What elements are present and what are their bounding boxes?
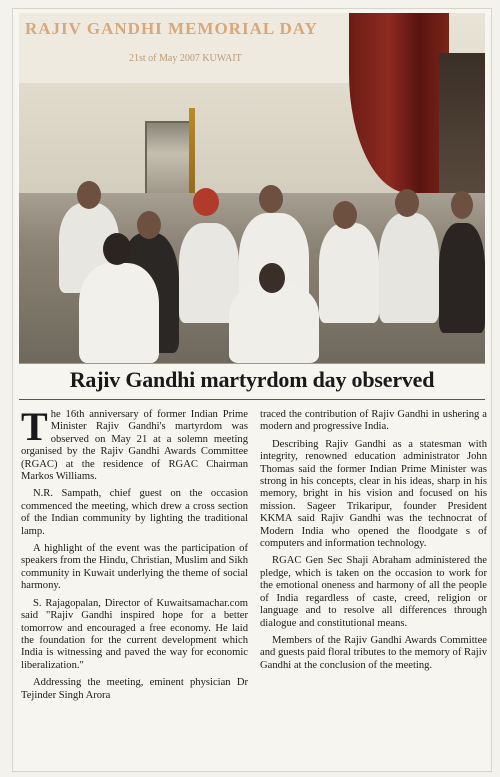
article-column-left [21, 404, 248, 707]
banner-title: RAJIV GANDHI MEMORIAL DAY [25, 19, 318, 38]
banner-subtitle: 21st of May 2007 KUWAIT [129, 53, 242, 64]
article-paragraph: Describing Rajiv Gandhi as a statesman with integrity, renowned education administrator John Thomas said the former Indian Prime Minister was strong in his concepts, clear in his ideas, sharp in his memory, bright in his vision and focused on his mission. Sageer Trikaripur, founder President KKMA said Rajiv Gandhi was the technocrat of Modern India who opened the floodgate s of computers and information technology. [260, 438, 487, 550]
portrait-frame [145, 121, 195, 201]
article-paragraph: S. Rajagopalan, Director of Kuwaitsamachar.com said "Rajiv Gandhi inspired hope for a better tomorrow and encouraged a free economy. He laid the foundation for the current development which India is witnessing and paved the way for economic liberalization." [21, 597, 248, 671]
article-paragraph: A highlight of the event was the participation of speakers from the Hindu, Christian, Muslim and Sikh community in Kuwait underlying the theme of social harmony. [21, 543, 248, 592]
article-paragraph: RGAC Gen Sec Shaji Abraham administered the pledge, which is taken on the occasion to work for the emotional oneness and harmony of all the people of India regardless of caste, creed, religion or language and to resolve all differences through dialogue and constitutional means. [260, 555, 487, 629]
curtain [349, 13, 449, 193]
article-paragraph: Addressing the meeting, eminent physician Dr Tejinder Singh Arora [21, 677, 248, 701]
event-banner [19, 13, 349, 83]
article-paragraph: traced the contribution of Rajiv Gandhi in ushering a modern and progressive India. [260, 409, 487, 433]
audience-area [19, 193, 485, 363]
headline: Rajiv Gandhi martyrdom day observed [69, 367, 435, 392]
article-paragraph: The 16th anniversary of former Indian Prime Minister Rajiv Gandhi's martyrdom was observed on May 21 at a solemn meeting organised by the Rajiv Gandhi Awards Committee (RGAC) at the residence of RGAC Chairman Markos Williams. [21, 404, 248, 483]
drop-cap: T [21, 404, 48, 449]
newspaper-clipping [12, 8, 492, 772]
article-paragraph: Members of the Rajiv Gandhi Awards Committee and guests paid floral tributes to the memory of Rajiv Gandhi at the conclusion of the meeting. [260, 634, 487, 671]
event-photo [19, 13, 485, 364]
doorway [439, 53, 485, 203]
article-column-right [260, 409, 487, 677]
article-paragraph: N.R. Sampath, chief guest on the occasion commenced the meeting, which drew a cross section of the Indian community by lighting the traditional lamp. [21, 488, 248, 537]
headline-rule [19, 399, 485, 400]
